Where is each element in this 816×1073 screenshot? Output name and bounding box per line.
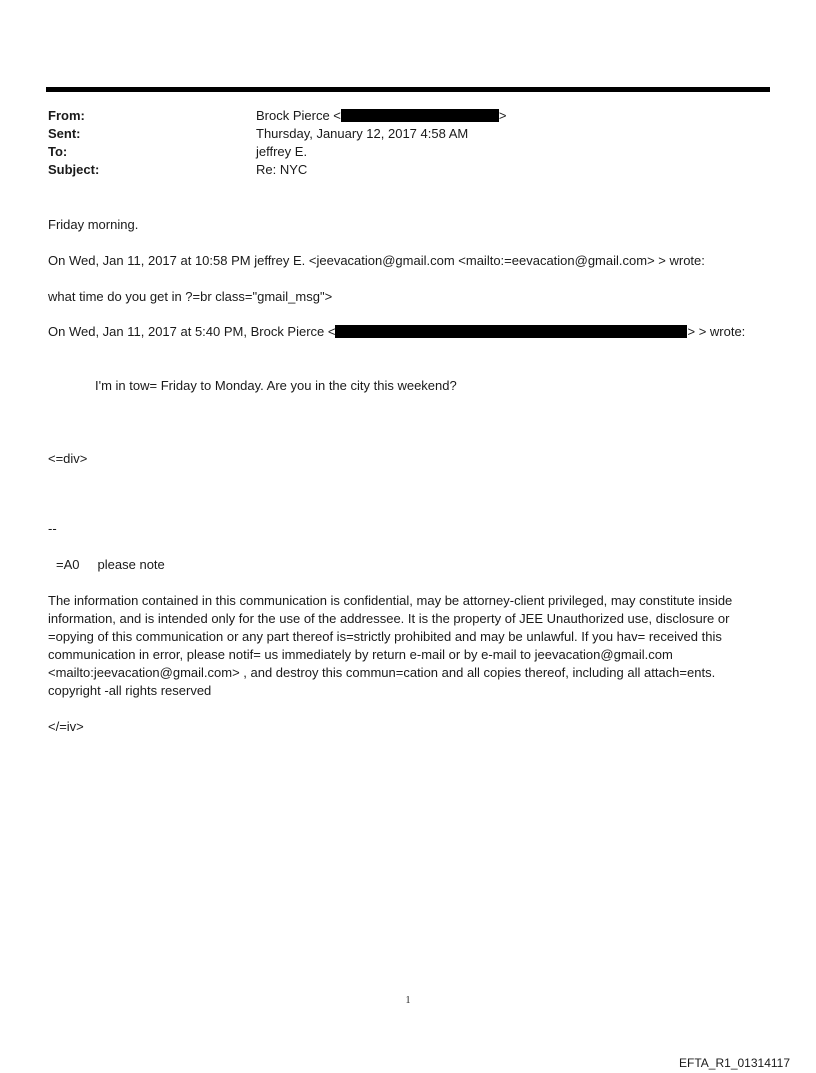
page-number: 1 bbox=[405, 995, 411, 1006]
disclaimer-paragraph: The information contained in this communication is confidential, may be attorney-client privileged, may constitute inside information, and is intended only for the use of the addressee. It is the property of JEE Unauthorized use, disclosure or =opying of this communication or any part thereof is=strictly prohibited and may be unlawful. If you hav= received this communication in error, please notif= us immediately by return e-mail or by e-mail to jeevacation@gmail.com <mailto:jeevacation@gmail.com> , and destroy this commun=cation and all copies thereof, including all attach=ents. copyright -all rights reserved bbox=[48, 593, 733, 698]
body-line-closing-div: </=iv> bbox=[48, 719, 84, 734]
body-line-2: On Wed, Jan 11, 2017 at 10:58 PM jeffrey E. <jeevacation@gmail.com <mailto:=eevacation@gmail.com> > wrote: bbox=[48, 253, 705, 268]
sent-value: Thursday, January 12, 2017 4:58 AM bbox=[256, 126, 469, 141]
from-value bbox=[256, 107, 507, 125]
please-note: =A0 please note bbox=[56, 557, 165, 572]
quoted-message: I'm in tow= Friday to Monday. Are you in the city this weekend? bbox=[95, 378, 457, 393]
from-value-suffix: > bbox=[498, 108, 507, 123]
body-line-4-suffix: > > wrote: bbox=[687, 324, 746, 339]
to-value: jeffrey E. bbox=[256, 144, 308, 159]
header-rule bbox=[46, 87, 770, 92]
body-line-4-prefix: On Wed, Jan 11, 2017 at 5:40 PM, Brock Pierce < bbox=[48, 324, 336, 339]
body-line-3: what time do you get in ?=br class="gmail_msg"> bbox=[48, 289, 333, 304]
sent-label: Sent: bbox=[48, 126, 81, 141]
from-value-prefix: Brock Pierce < bbox=[256, 108, 341, 123]
redaction-block bbox=[335, 325, 687, 338]
from-label: From: bbox=[48, 108, 85, 123]
redaction-block bbox=[341, 109, 499, 122]
body-line-4 bbox=[48, 323, 745, 341]
body-line-1: Friday morning. bbox=[48, 217, 139, 232]
subject-value: Re: NYC bbox=[256, 162, 308, 177]
subject-label: Subject: bbox=[48, 162, 100, 177]
body-line-div: <=div> bbox=[48, 451, 88, 466]
signature-separator: -- bbox=[48, 521, 57, 536]
to-label: To: bbox=[48, 144, 68, 159]
document-id: EFTA_R1_01314117 bbox=[679, 1056, 790, 1070]
